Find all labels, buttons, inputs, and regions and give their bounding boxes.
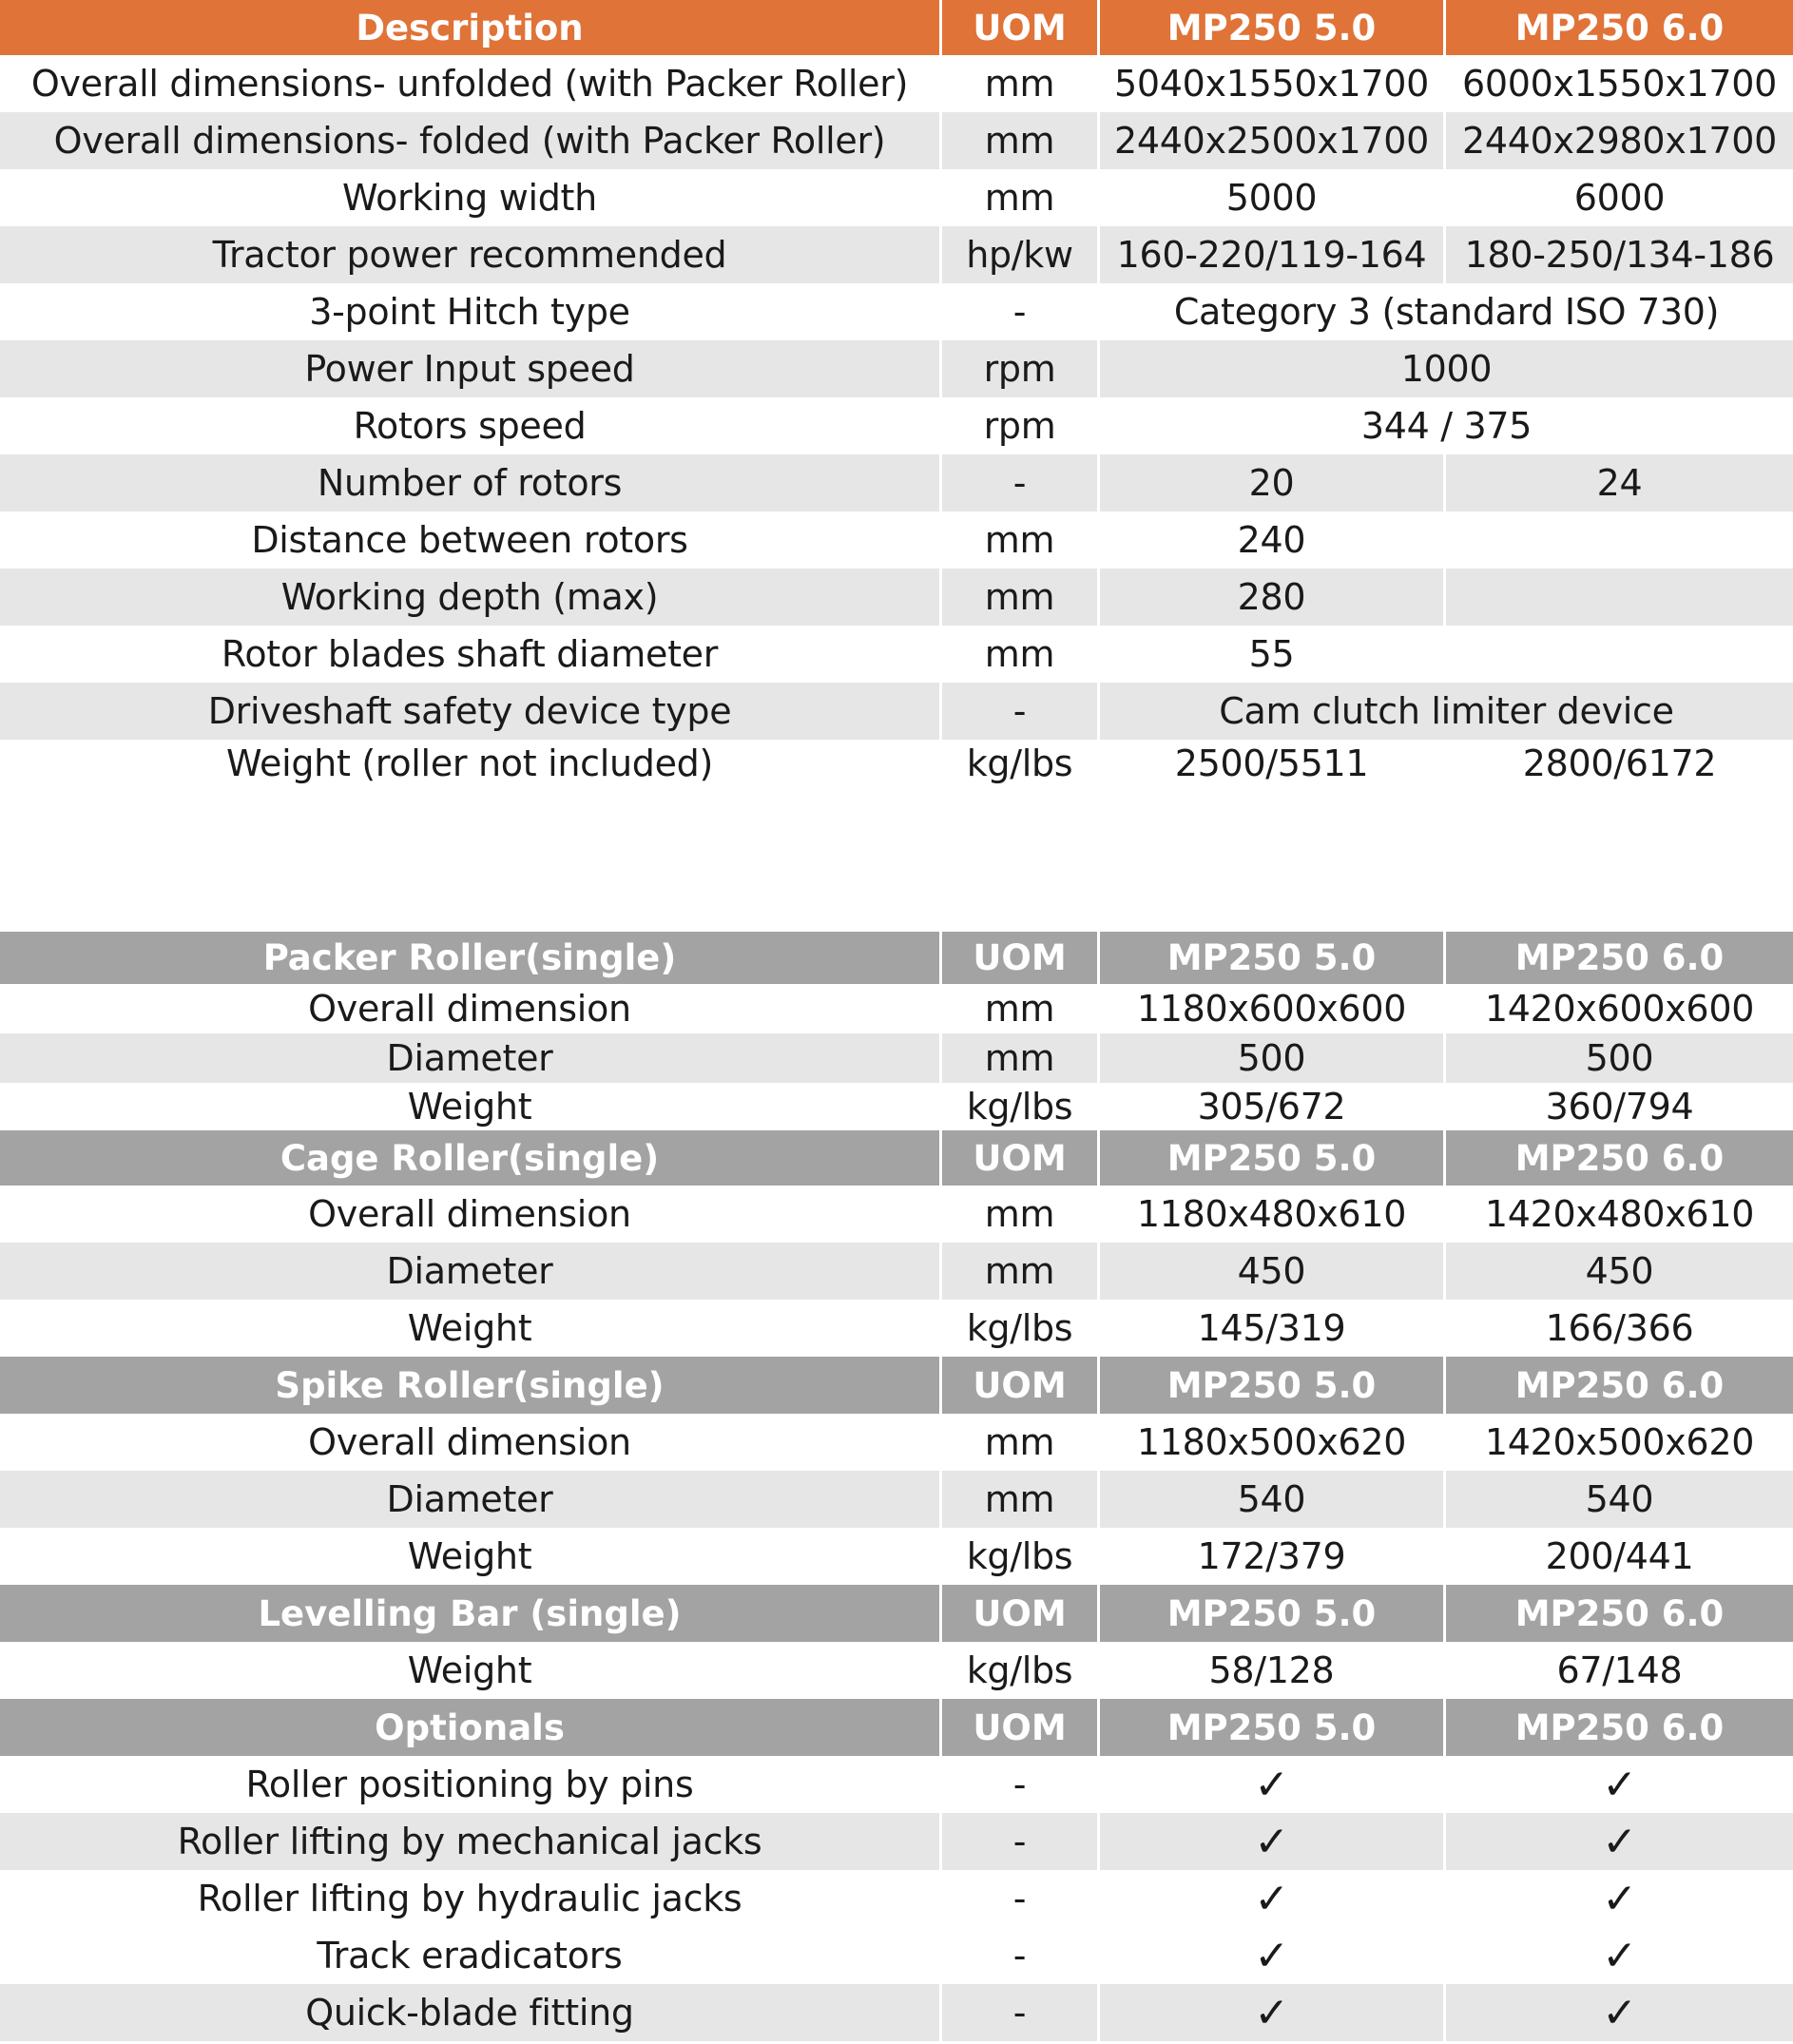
col-header-model1: MP250 5.0 xyxy=(1097,1357,1443,1414)
check-icon: ✓ xyxy=(1443,1870,1793,1927)
table-row xyxy=(0,112,1793,169)
row-label: Diameter xyxy=(386,1250,553,1292)
row-uom: kg/lbs xyxy=(939,1083,1097,1130)
table-row xyxy=(0,1300,1793,1357)
row-uom: rpm xyxy=(939,340,1097,397)
table-row xyxy=(0,1984,1793,2041)
row-label: Diameter xyxy=(386,1037,553,1079)
col-header-uom: UOM xyxy=(939,1585,1097,1642)
table-row xyxy=(0,740,1793,787)
row-value-model1: 20 xyxy=(1097,454,1443,511)
row-label: 3-point Hitch type xyxy=(309,291,630,333)
row-value-model1: 58/128 xyxy=(1097,1642,1443,1699)
row-value-model1: 145/319 xyxy=(1097,1300,1443,1357)
row-value-model2 xyxy=(1443,626,1793,683)
row-label: Track eradicators xyxy=(317,1935,623,1977)
row-value-both-models: Category 3 (standard ISO 730) xyxy=(1097,283,1793,340)
row-uom: kg/lbs xyxy=(939,1642,1097,1699)
table-row xyxy=(0,683,1793,740)
row-value-model2: 200/441 xyxy=(1443,1528,1793,1585)
table-row xyxy=(0,1528,1793,1585)
table-row xyxy=(0,1186,1793,1243)
row-value-model2: 24 xyxy=(1443,454,1793,511)
row-label: Quick-blade fitting xyxy=(305,1992,634,2034)
row-uom: hp/kw xyxy=(939,226,1097,283)
check-icon: ✓ xyxy=(1097,1813,1443,1870)
row-uom: mm xyxy=(939,569,1097,626)
row-value-model2: 2800/6172 xyxy=(1522,742,1717,784)
row-uom: mm xyxy=(939,1243,1097,1300)
row-uom: kg/lbs xyxy=(939,1528,1097,1585)
table-row xyxy=(0,984,1793,1033)
row-value-model2: 1420x480x610 xyxy=(1443,1186,1793,1243)
section-title-optionals: Optionals xyxy=(375,1707,565,1748)
row-value-model1: 450 xyxy=(1097,1243,1443,1300)
row-value-model2: 1420x600x600 xyxy=(1443,984,1793,1033)
row-value-model1: 280 xyxy=(1097,569,1443,626)
check-icon: ✓ xyxy=(1443,1756,1793,1813)
col-header-model2: MP250 6.0 xyxy=(1443,1357,1793,1414)
row-value-model1: 2500/5511 xyxy=(1174,742,1369,784)
row-label: Roller lifting by hydraulic jacks xyxy=(197,1878,742,1919)
col-header-uom: UOM xyxy=(939,1130,1097,1186)
row-label: Roller lifting by mechanical jacks xyxy=(177,1821,762,1862)
row-uom: mm xyxy=(939,511,1097,569)
row-value-both-models: Cam clutch limiter device xyxy=(1097,683,1793,740)
row-uom: mm xyxy=(939,169,1097,226)
row-uom: mm xyxy=(939,112,1097,169)
row-label: Power Input speed xyxy=(304,348,635,390)
row-label: Overall dimensions- folded (with Packer Roller) xyxy=(53,120,886,162)
table-row xyxy=(0,569,1793,626)
row-uom: - xyxy=(939,1984,1097,2041)
row-value-model1: 5000 xyxy=(1097,169,1443,226)
check-icon: ✓ xyxy=(1443,1984,1793,2041)
row-label: Working width xyxy=(342,177,597,219)
row-value-model2: 180-250/134-186 xyxy=(1443,226,1793,283)
section-title-spike-roller: Spike Roller(single) xyxy=(275,1364,665,1406)
table-row xyxy=(0,626,1793,683)
row-uom: mm xyxy=(939,1186,1097,1243)
col-header-uom: UOM xyxy=(939,1699,1097,1756)
table-row xyxy=(0,1083,1793,1130)
row-value-model2: 6000 xyxy=(1443,169,1793,226)
col-header-description: Description xyxy=(356,7,584,48)
row-label: Diameter xyxy=(386,1478,553,1520)
check-icon: ✓ xyxy=(1097,1927,1443,1984)
row-uom: mm xyxy=(939,984,1097,1033)
table-row xyxy=(0,454,1793,511)
row-uom: kg/lbs xyxy=(939,1300,1097,1357)
row-label: Rotor blades shaft diameter xyxy=(221,633,719,675)
table-row xyxy=(0,511,1793,569)
row-label: Weight xyxy=(407,1307,532,1349)
row-value-model2 xyxy=(1443,569,1793,626)
row-label: Roller positioning by pins xyxy=(245,1764,694,1805)
row-uom: - xyxy=(939,1756,1097,1813)
row-value-model1: 1180x480x610 xyxy=(1097,1186,1443,1243)
col-header-model2: MP250 6.0 xyxy=(1443,932,1793,984)
row-uom: - xyxy=(939,1813,1097,1870)
row-uom: - xyxy=(939,283,1097,340)
section-title-levelling-bar: Levelling Bar (single) xyxy=(258,1592,682,1634)
row-value-both-models: 1000 xyxy=(1097,340,1793,397)
section-title-cage-roller: Cage Roller(single) xyxy=(280,1137,660,1179)
table-row xyxy=(0,1870,1793,1927)
table-row xyxy=(0,1414,1793,1471)
row-uom: - xyxy=(939,1927,1097,1984)
col-header-model1: MP250 5.0 xyxy=(1097,1130,1443,1186)
spike-roller-header-row xyxy=(0,1357,1793,1414)
row-uom: mm xyxy=(939,626,1097,683)
table-row xyxy=(0,1471,1793,1528)
row-value-model1: 5040x1550x1700 xyxy=(1097,55,1443,112)
row-label: Tractor power recommended xyxy=(212,234,727,276)
row-label: Distance between rotors xyxy=(251,519,688,561)
table-row xyxy=(0,1243,1793,1300)
col-header-model2: MP250 6.0 xyxy=(1443,0,1793,55)
row-value-model1: 55 xyxy=(1097,626,1443,683)
row-value-model1: 500 xyxy=(1097,1033,1443,1083)
col-header-uom: UOM xyxy=(939,1357,1097,1414)
col-header-uom: UOM xyxy=(939,932,1097,984)
table-row xyxy=(0,1813,1793,1870)
row-value-model2: 1420x500x620 xyxy=(1443,1414,1793,1471)
table-row xyxy=(0,1927,1793,1984)
col-header-uom: UOM xyxy=(939,0,1097,55)
table-row xyxy=(0,1756,1793,1813)
row-value-model1: 1180x500x620 xyxy=(1097,1414,1443,1471)
row-value-model1: 2440x2500x1700 xyxy=(1097,112,1443,169)
table-row xyxy=(0,169,1793,226)
row-value-model1: 160-220/119-164 xyxy=(1097,226,1443,283)
row-value-model2 xyxy=(1443,511,1793,569)
row-value-model2: 450 xyxy=(1443,1243,1793,1300)
table-row xyxy=(0,340,1793,397)
row-uom: - xyxy=(939,454,1097,511)
row-label: Overall dimensions- unfolded (with Packer Roller) xyxy=(30,63,909,105)
accessories-table xyxy=(0,932,1793,2041)
row-value-model2: 540 xyxy=(1443,1471,1793,1528)
row-label: Weight xyxy=(407,1086,532,1128)
row-value-model2: 2440x2980x1700 xyxy=(1443,112,1793,169)
row-uom: kg/lbs xyxy=(966,742,1073,784)
col-header-model2: MP250 6.0 xyxy=(1443,1699,1793,1756)
col-header-model1: MP250 5.0 xyxy=(1097,1585,1443,1642)
check-icon: ✓ xyxy=(1097,1870,1443,1927)
row-value-model1: 172/379 xyxy=(1097,1528,1443,1585)
check-icon: ✓ xyxy=(1097,1756,1443,1813)
main-header-row xyxy=(0,0,1793,55)
table-row xyxy=(0,397,1793,454)
check-icon: ✓ xyxy=(1097,1984,1443,2041)
check-icon: ✓ xyxy=(1443,1813,1793,1870)
row-label: Overall dimension xyxy=(308,1421,631,1463)
row-uom: mm xyxy=(939,1033,1097,1083)
row-value-both-models: 344 / 375 xyxy=(1097,397,1793,454)
check-icon: ✓ xyxy=(1443,1927,1793,1984)
row-label: Weight (roller not included) xyxy=(225,742,714,784)
levelling-bar-header-row xyxy=(0,1585,1793,1642)
row-uom: mm xyxy=(939,1471,1097,1528)
row-value-model2: 360/794 xyxy=(1443,1083,1793,1130)
row-uom: rpm xyxy=(939,397,1097,454)
row-label: Number of rotors xyxy=(317,462,623,504)
row-value-model1: 1180x600x600 xyxy=(1097,984,1443,1033)
row-label: Rotors speed xyxy=(353,405,587,447)
row-label: Overall dimension xyxy=(308,1193,631,1235)
table-row xyxy=(0,226,1793,283)
row-label: Overall dimension xyxy=(308,988,631,1030)
col-header-model2: MP250 6.0 xyxy=(1443,1585,1793,1642)
table-row xyxy=(0,55,1793,112)
row-value-model1: 305/672 xyxy=(1097,1083,1443,1130)
row-label: Weight xyxy=(407,1649,532,1691)
row-uom: mm xyxy=(939,55,1097,112)
row-label: Driveshaft safety device type xyxy=(207,690,732,732)
table-row xyxy=(0,1642,1793,1699)
row-uom: mm xyxy=(939,1414,1097,1471)
row-label: Working depth (max) xyxy=(280,576,659,618)
main-spec-table xyxy=(0,0,1793,787)
row-value-model1: 540 xyxy=(1097,1471,1443,1528)
packer-roller-header-row xyxy=(0,932,1793,984)
optionals-header-row xyxy=(0,1699,1793,1756)
col-header-model1: MP250 5.0 xyxy=(1097,1699,1443,1756)
col-header-model2: MP250 6.0 xyxy=(1443,1130,1793,1186)
section-title-packer-roller: Packer Roller(single) xyxy=(262,937,677,978)
row-value-model2: 166/366 xyxy=(1443,1300,1793,1357)
table-row xyxy=(0,283,1793,340)
row-uom: - xyxy=(939,683,1097,740)
row-value-model1: 240 xyxy=(1097,511,1443,569)
row-label: Weight xyxy=(407,1535,532,1577)
row-value-model2: 6000x1550x1700 xyxy=(1443,55,1793,112)
row-uom: - xyxy=(939,1870,1097,1927)
col-header-model1: MP250 5.0 xyxy=(1097,0,1443,55)
row-value-model2: 67/148 xyxy=(1443,1642,1793,1699)
table-row xyxy=(0,1033,1793,1083)
cage-roller-header-row xyxy=(0,1130,1793,1186)
col-header-model1: MP250 5.0 xyxy=(1097,932,1443,984)
row-value-model2: 500 xyxy=(1443,1033,1793,1083)
